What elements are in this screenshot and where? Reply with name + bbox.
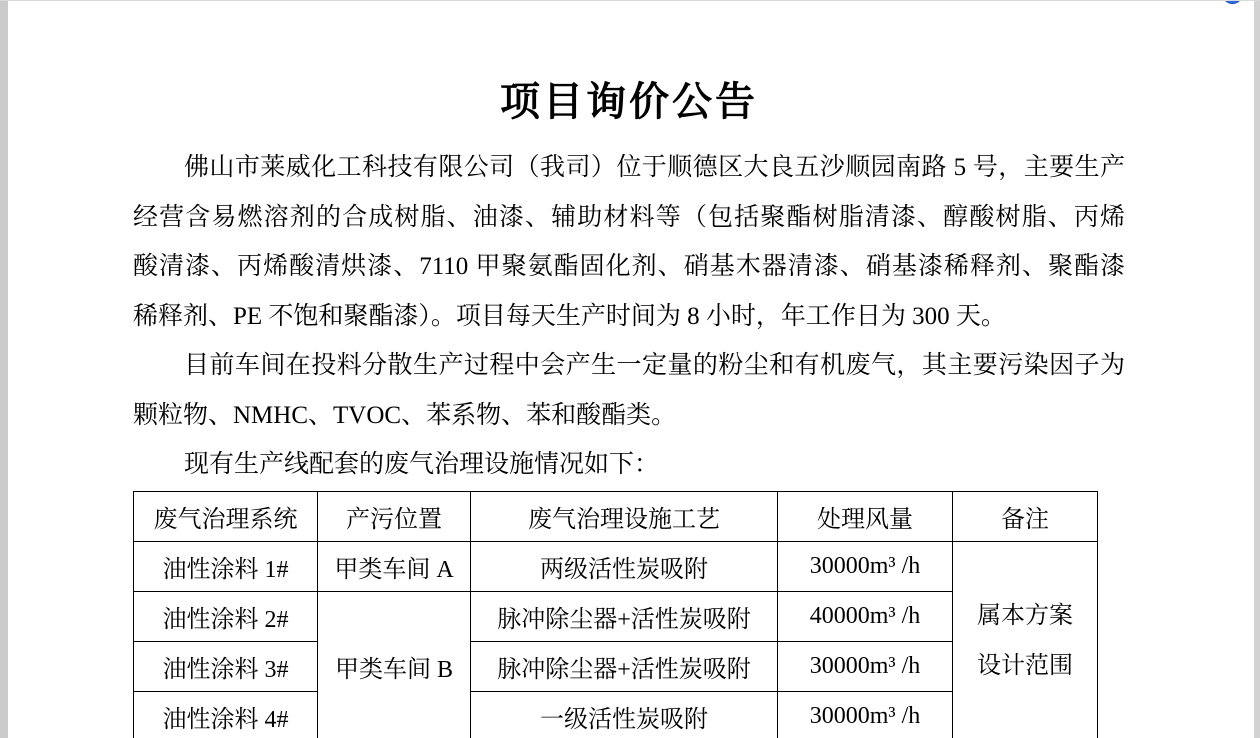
cell-process: 脉冲除尘器+活性炭吸附 (471, 591, 778, 641)
doc-title: 项目询价公告 (500, 79, 758, 124)
table-header-row (134, 491, 1098, 541)
cell-airflow: 40000m³ /h (778, 591, 953, 641)
cell-system: 油性涂料 3# (134, 641, 318, 691)
cell-location: 甲类车间 A (318, 541, 471, 591)
header-system: 废气治理系统 (134, 491, 318, 541)
paragraph1-line3: 酸清漆、丙烯酸清烘漆、7110 甲聚氨酯固化剂、硝基木器清漆、硝基漆稀释剂、聚酯漆 (133, 253, 1125, 280)
document-page (133, 1, 1125, 738)
cell-remark-merged (953, 541, 1098, 738)
cell-airflow: 30000m³ /h (778, 541, 953, 591)
table-row (134, 541, 1098, 591)
header-location: 产污位置 (318, 491, 471, 541)
doc-body (133, 143, 1125, 490)
cell-location-merged: 甲类车间 B (318, 591, 471, 738)
paragraph1-line4: 稀释剂、PE 不饱和聚酯漆）。项目每天生产时间为 8 小时，年工作日为 300 天。 (133, 302, 1006, 330)
paragraph1-line2: 经营含易燃溶剂的合成树脂、油漆、辅助材料等（包括聚酯树脂清漆、醇酸树脂、丙烯 (133, 203, 1125, 231)
cell-airflow: 30000m³ /h (778, 691, 953, 738)
header-airflow: 处理风量 (778, 491, 953, 541)
viewer-left-gutter (0, 1, 8, 738)
cell-process: 两级活性炭吸附 (471, 541, 778, 591)
cell-system: 油性涂料 4# (134, 691, 318, 738)
remark-line1: 属本方案 (977, 603, 1073, 629)
cell-system: 油性涂料 1# (134, 541, 318, 591)
cell-airflow: 30000m³ /h (778, 641, 953, 691)
header-remark: 备注 (953, 491, 1098, 541)
paragraph2-line2: 颗粒物、NMHC、TVOC、苯系物、苯和酸酯类。 (133, 401, 677, 429)
cell-system: 油性涂料 2# (134, 591, 318, 641)
cell-process: 一级活性炭吸附 (471, 691, 778, 738)
remark-line2: 设计范围 (977, 653, 1073, 679)
paragraph2-line1: 目前车间在投料分散生产过程中会产生一定量的粉尘和有机废气，其主要污染因子为 (184, 352, 1125, 379)
viewer-right-gutter (1254, 1, 1260, 738)
waste-gas-treatment-table (133, 491, 1098, 738)
header-process: 废气治理设施工艺 (471, 491, 778, 541)
paragraph3-line1: 现有生产线配套的废气治理设施情况如下： (184, 451, 660, 478)
cell-process: 脉冲除尘器+活性炭吸附 (471, 641, 778, 691)
floating-action-button-icon[interactable] (1222, 0, 1243, 4)
paragraph1-line1: 佛山市莱威化工科技有限公司（我司）位于顺德区大良五沙顺园南路 5 号，主要生产 (184, 154, 1125, 181)
